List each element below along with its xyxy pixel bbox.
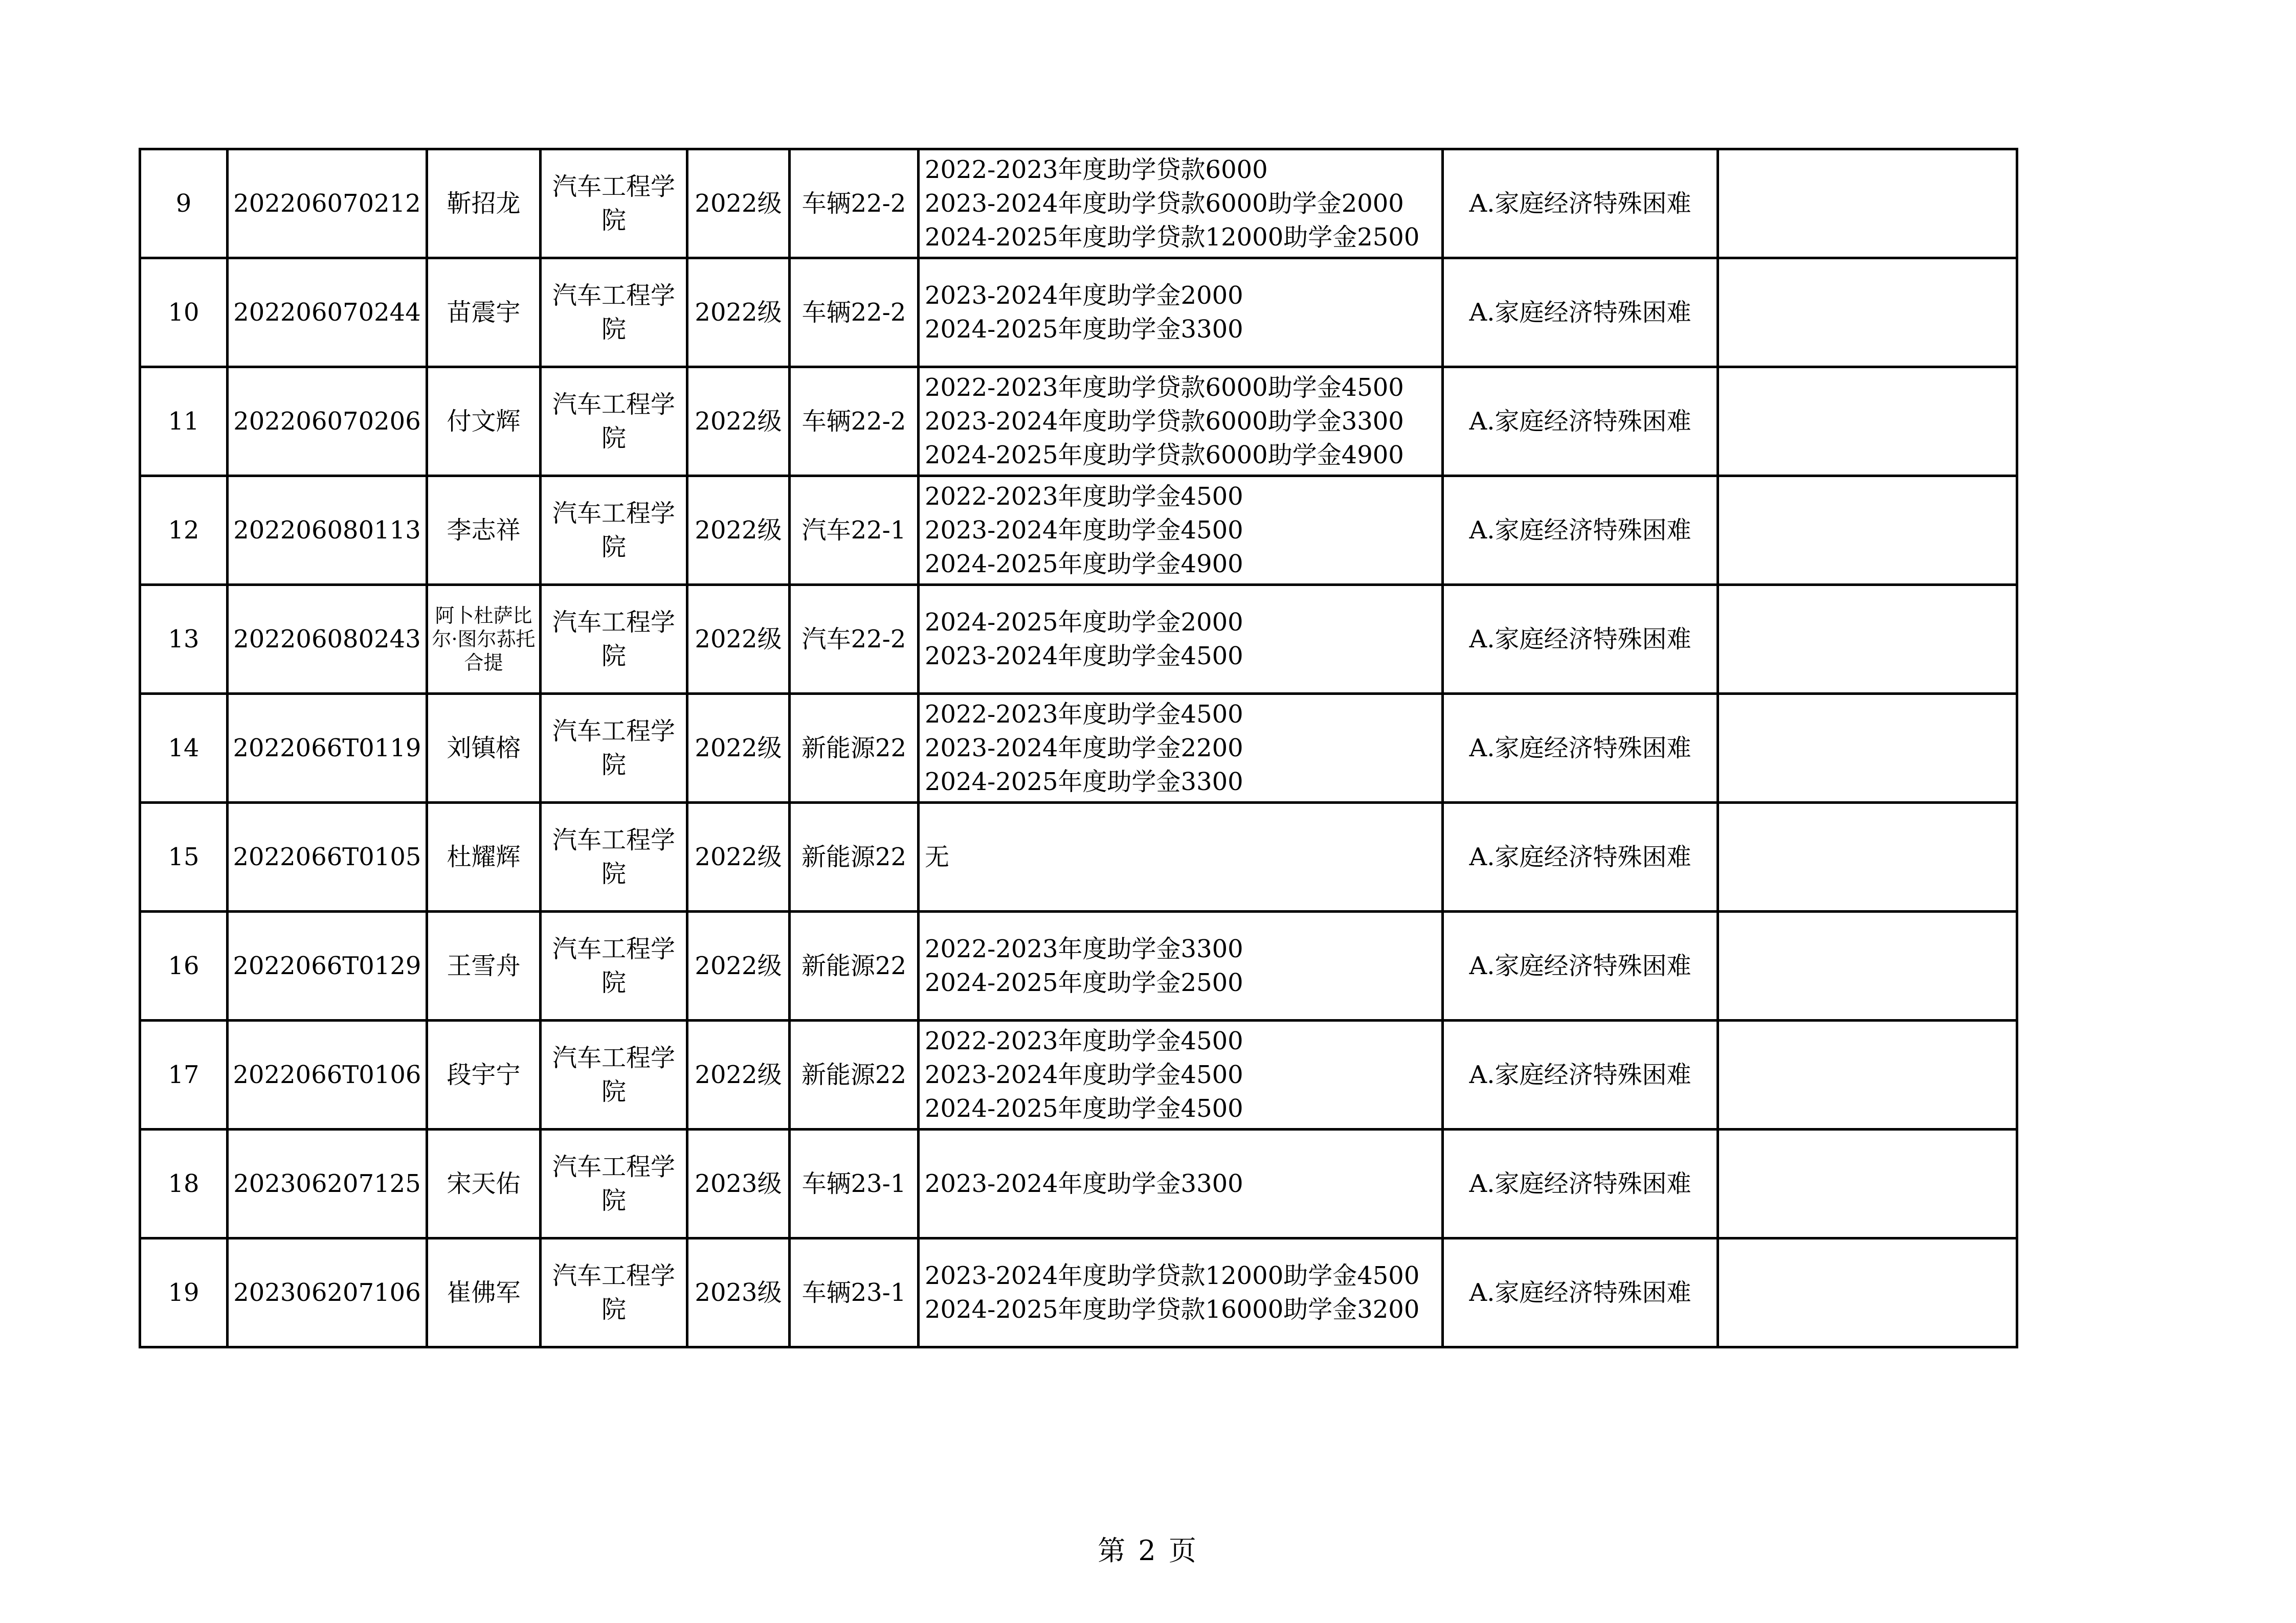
grade: 2022级 [687,1021,790,1130]
aid-history [919,912,1443,1021]
page-number: 第 2 页 [1098,1535,1198,1567]
aid-line: 2022-2023年度助学金4500 [925,700,1243,729]
aid-line: 2024-2025年度助学金4900 [925,550,1243,578]
aid-line: 2023-2024年度助学金4500 [925,1061,1243,1089]
table-row [140,1238,2017,1347]
student-name: 宋天佑 [427,1130,541,1238]
table-row [140,1021,2017,1130]
student-id: 202206070206 [228,367,427,476]
class-name: 汽车22-2 [790,585,919,694]
remarks [1718,1021,2017,1130]
grade: 2022级 [687,585,790,694]
student-aid-table [139,148,2018,1348]
table-row [140,585,2017,694]
grade: 2023级 [687,1130,790,1238]
college: 汽车工程学院 [541,1238,687,1347]
aid-line: 2023-2024年度助学贷款6000助学金3300 [925,407,1404,436]
row-number: 15 [140,803,228,912]
college: 汽车工程学院 [541,258,687,367]
aid-line: 2022-2023年度助学金3300 [925,935,1243,963]
row-number: 12 [140,476,228,585]
student-id: 2022066T0106 [228,1021,427,1130]
remarks [1718,367,2017,476]
aid-line: 2023-2024年度助学金2000 [925,281,1243,310]
aid-history [919,1238,1443,1347]
remarks [1718,694,2017,803]
student-id: 2022066T0119 [228,694,427,803]
row-number: 13 [140,585,228,694]
difficulty-category: A.家庭经济特殊困难 [1443,585,1718,694]
grade: 2022级 [687,367,790,476]
row-number: 14 [140,694,228,803]
aid-line: 2022-2023年度助学贷款6000助学金4500 [925,373,1404,402]
class-name: 新能源22 [790,912,919,1021]
student-name: 王雪舟 [427,912,541,1021]
difficulty-category: A.家庭经济特殊困难 [1443,367,1718,476]
aid-line: 2024-2025年度助学金3300 [925,768,1243,796]
remarks [1718,149,2017,258]
row-number: 10 [140,258,228,367]
table-row [140,258,2017,367]
student-name: 段宇宁 [427,1021,541,1130]
difficulty-category: A.家庭经济特殊困难 [1443,912,1718,1021]
difficulty-category: A.家庭经济特殊困难 [1443,1130,1718,1238]
student-id: 202206080113 [228,476,427,585]
class-name: 汽车22-1 [790,476,919,585]
college: 汽车工程学院 [541,694,687,803]
aid-line: 2024-2025年度助学贷款16000助学金3200 [925,1295,1420,1324]
aid-line: 2022-2023年度助学贷款6000 [925,155,1268,184]
aid-line: 2022-2023年度助学金4500 [925,1027,1243,1055]
difficulty-category: A.家庭经济特殊困难 [1443,803,1718,912]
student-name: 阿卜杜萨比尔·图尔荪托合提 [427,585,541,694]
student-name: 李志祥 [427,476,541,585]
grade: 2022级 [687,258,790,367]
college: 汽车工程学院 [541,803,687,912]
class-name: 新能源22 [790,1021,919,1130]
grade: 2022级 [687,694,790,803]
college: 汽车工程学院 [541,585,687,694]
table-row [140,367,2017,476]
table-row [140,803,2017,912]
difficulty-category: A.家庭经济特殊困难 [1443,476,1718,585]
aid-history [919,1130,1443,1238]
student-id: 2022066T0129 [228,912,427,1021]
college: 汽车工程学院 [541,1021,687,1130]
remarks [1718,258,2017,367]
student-name: 刘镇榕 [427,694,541,803]
remarks [1718,1130,2017,1238]
student-name: 崔佛军 [427,1238,541,1347]
remarks [1718,476,2017,585]
table-row [140,694,2017,803]
grade: 2022级 [687,912,790,1021]
aid-line: 2023-2024年度助学金2200 [925,734,1243,762]
student-id: 202206070212 [228,149,427,258]
aid-line: 2022-2023年度助学金4500 [925,482,1243,511]
difficulty-category: A.家庭经济特殊困难 [1443,694,1718,803]
aid-line: 2023-2024年度助学贷款12000助学金4500 [925,1261,1420,1290]
aid-line: 2024-2025年度助学贷款6000助学金4900 [925,441,1404,469]
class-name: 新能源22 [790,694,919,803]
aid-line: 2024-2025年度助学金2000 [925,608,1243,637]
student-name: 苗震宇 [427,258,541,367]
remarks [1718,912,2017,1021]
row-number: 16 [140,912,228,1021]
table-row [140,149,2017,258]
table-body [140,149,2017,1347]
difficulty-category: A.家庭经济特殊困难 [1443,258,1718,367]
aid-history [919,149,1443,258]
class-name: 新能源22 [790,803,919,912]
row-number: 17 [140,1021,228,1130]
aid-history [919,694,1443,803]
class-name: 车辆23-1 [790,1238,919,1347]
row-number: 18 [140,1130,228,1238]
aid-line: 2024-2025年度助学金4500 [925,1094,1243,1123]
grade: 2022级 [687,803,790,912]
aid-history [919,367,1443,476]
student-name: 靳招龙 [427,149,541,258]
table-row [140,476,2017,585]
class-name: 车辆22-2 [790,149,919,258]
remarks [1718,803,2017,912]
aid-line: 2023-2024年度助学贷款6000助学金2000 [925,189,1404,218]
class-name: 车辆22-2 [790,258,919,367]
aid-line: 2023-2024年度助学金4500 [925,642,1243,670]
class-name: 车辆23-1 [790,1130,919,1238]
student-name: 杜耀辉 [427,803,541,912]
grade: 2022级 [687,476,790,585]
table-row [140,912,2017,1021]
row-number: 19 [140,1238,228,1347]
difficulty-category: A.家庭经济特殊困难 [1443,1021,1718,1130]
difficulty-category: A.家庭经济特殊困难 [1443,1238,1718,1347]
student-id: 202206070244 [228,258,427,367]
college: 汽车工程学院 [541,1130,687,1238]
student-name: 付文辉 [427,367,541,476]
aid-history [919,1021,1443,1130]
aid-line: 2024-2025年度助学金2500 [925,968,1243,997]
student-id: 2022066T0105 [228,803,427,912]
aid-history [919,476,1443,585]
row-number: 9 [140,149,228,258]
aid-line: 2023-2024年度助学金3300 [925,1169,1243,1198]
difficulty-category: A.家庭经济特殊困难 [1443,149,1718,258]
grade: 2023级 [687,1238,790,1347]
grade: 2022级 [687,149,790,258]
college: 汽车工程学院 [541,149,687,258]
aid-line: 无 [925,843,950,871]
aid-history [919,258,1443,367]
table-row [140,1130,2017,1238]
aid-history [919,585,1443,694]
remarks [1718,1238,2017,1347]
aid-history [919,803,1443,912]
aid-line: 2024-2025年度助学贷款12000助学金2500 [925,223,1420,252]
aid-line: 2024-2025年度助学金3300 [925,315,1243,344]
college: 汽车工程学院 [541,912,687,1021]
student-id: 202306207106 [228,1238,427,1347]
student-id: 202206080243 [228,585,427,694]
class-name: 车辆22-2 [790,367,919,476]
college: 汽车工程学院 [541,367,687,476]
college: 汽车工程学院 [541,476,687,585]
student-id: 202306207125 [228,1130,427,1238]
row-number: 11 [140,367,228,476]
aid-line: 2023-2024年度助学金4500 [925,516,1243,545]
remarks [1718,585,2017,694]
